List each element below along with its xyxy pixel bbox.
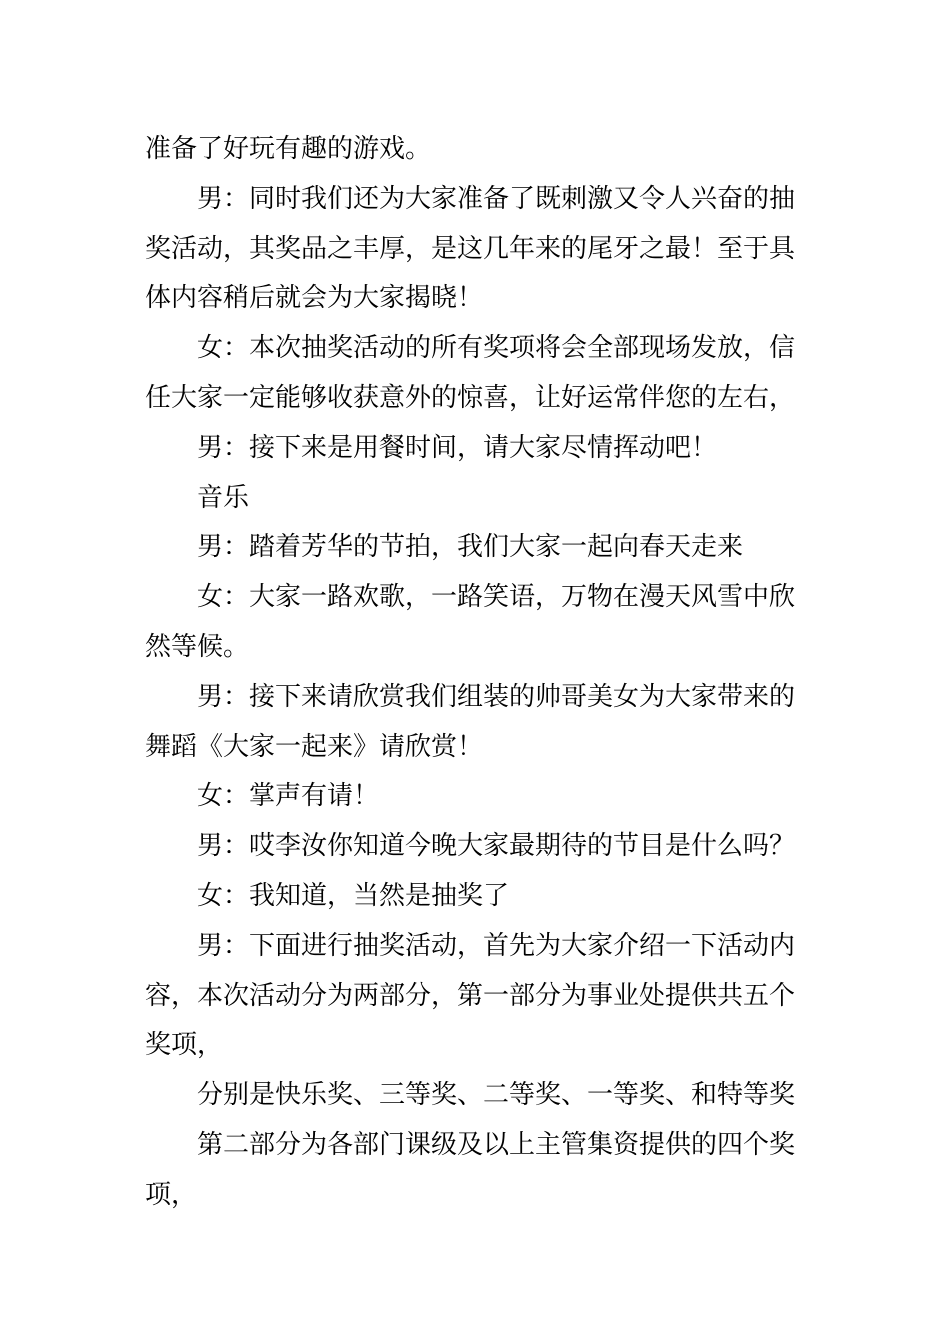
paragraph — [145, 1121, 810, 1221]
text-line: 女：大家一路欢歌，一路笑语，万物在漫天风雪中欣 — [197, 582, 796, 613]
text-line: 准备了好玩有趣的游戏。 — [145, 134, 432, 164]
text-line: 男：接下来请欣赏我们组装的帅哥美女为大家带来的 — [197, 681, 796, 712]
paragraph — [145, 573, 810, 673]
text-line: 女：我知道，当然是抽奖了 — [197, 880, 510, 911]
document-body — [145, 125, 810, 1221]
text-line: 然等候。 — [145, 631, 250, 662]
text-line: 女：掌声有请！ — [197, 781, 380, 812]
paragraph — [145, 922, 810, 1071]
text-line: 奖项， — [145, 1030, 224, 1061]
text-line: 第二部分为各部门课级及以上主管集资提供的四个奖 — [197, 1129, 796, 1160]
text-line: 女：本次抽奖活动的所有奖项将会全部现场发放，信 — [197, 333, 796, 364]
text-line: 奖活动，其奖品之丰厚，是这几年来的尾牙之最！至于具 — [145, 233, 796, 264]
text-line: 项， — [145, 1179, 198, 1210]
paragraph — [145, 324, 810, 424]
text-line: 体内容稍后就会为大家揭晓！ — [145, 283, 484, 314]
text-line: 男：同时我们还为大家准备了既刺激又令人兴奋的抽 — [197, 183, 796, 214]
paragraph — [145, 125, 810, 175]
paragraph — [145, 1071, 810, 1121]
paragraph — [145, 474, 810, 524]
text-line: 男：踏着芳华的节拍，我们大家一起向春天走来 — [197, 532, 744, 563]
text-line: 男：哎李汝你知道今晚大家最期待的节目是什么吗？ — [197, 831, 796, 862]
paragraph — [145, 175, 810, 324]
text-line: 音乐 — [197, 482, 250, 513]
paragraph — [145, 872, 810, 922]
text-line: 舞蹈《大家一起来》请欣赏！ — [145, 731, 484, 762]
text-line: 任大家一定能够收获意外的惊喜，让好运常伴您的左右， — [145, 382, 796, 413]
text-line: 男：接下来是用餐时间，请大家尽情挥动吧！ — [197, 432, 718, 463]
text-line: 男：下面进行抽奖活动，首先为大家介绍一下活动内 — [197, 930, 796, 961]
paragraph — [145, 424, 810, 474]
paragraph — [145, 772, 810, 822]
text-line: 容，本次活动分为两部分，第一部分为事业处提供共五个 — [145, 980, 796, 1011]
paragraph — [145, 673, 810, 773]
text-line: 分别是快乐奖、三等奖、二等奖、一等奖、和特等奖 — [197, 1080, 796, 1111]
paragraph — [145, 822, 810, 872]
paragraph — [145, 523, 810, 573]
